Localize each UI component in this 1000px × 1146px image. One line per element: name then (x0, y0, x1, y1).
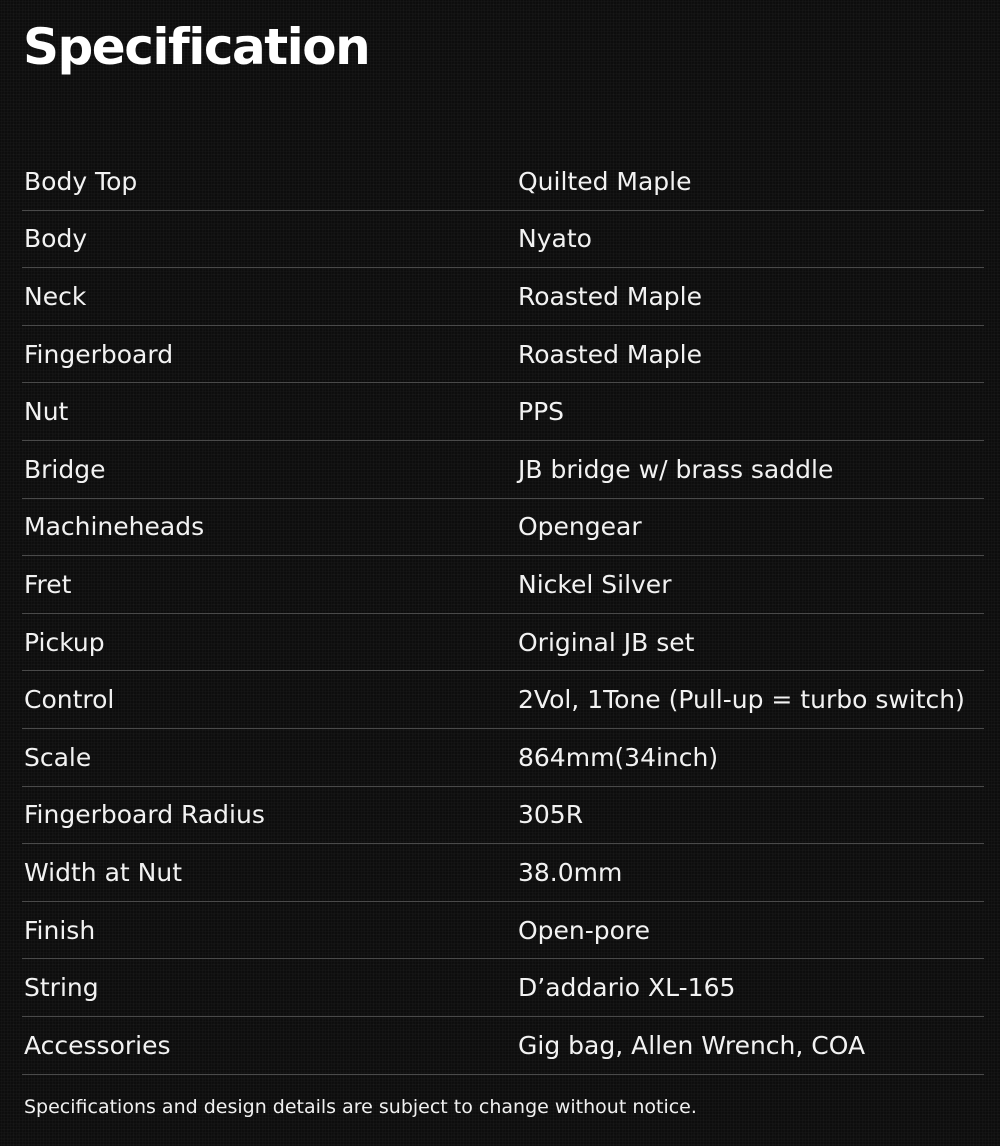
spec-row-string (22, 959, 984, 1017)
spec-value: Nyato (518, 224, 592, 254)
spec-value: 864mm(34inch) (518, 742, 719, 772)
spec-row-body (22, 211, 984, 269)
spec-row-fingerboard (22, 326, 984, 384)
spec-row-accessories (22, 1017, 984, 1075)
spec-value: Nickel Silver (518, 569, 672, 599)
spec-row-finish (22, 902, 984, 960)
page-title: Specification (23, 18, 370, 76)
disclaimer-footnote: Specifications and design details are subject to change without notice. (24, 1096, 697, 1118)
spec-value: JB bridge w/ brass saddle (518, 454, 834, 484)
spec-label: Machineheads (24, 512, 205, 542)
spec-label: Body (24, 224, 88, 254)
spec-value: Gig bag, Allen Wrench, COA (518, 1030, 866, 1060)
spec-value: Quilted Maple (518, 166, 692, 196)
spec-label: Scale (24, 742, 92, 772)
spec-value: 2Vol, 1Tone (Pull-up = turbo switch) (518, 685, 965, 715)
spec-value: PPS (518, 397, 565, 427)
spec-label: Width at Nut (24, 857, 182, 887)
spec-value: Roasted Maple (518, 281, 702, 311)
spec-row-pickup (22, 614, 984, 672)
spec-label: Body Top (24, 166, 138, 196)
spec-value: D’addario XL-165 (518, 973, 736, 1003)
spec-row-machineheads (22, 499, 984, 557)
spec-label: Neck (24, 281, 87, 311)
spec-label: Fingerboard Radius (24, 800, 265, 830)
spec-label: Bridge (24, 454, 106, 484)
spec-table (22, 153, 984, 1075)
spec-row-bridge (22, 441, 984, 499)
spec-value: Open-pore (518, 915, 651, 945)
spec-label: Nut (24, 397, 69, 427)
spec-row-control (22, 671, 984, 729)
spec-label: Fret (24, 569, 72, 599)
spec-label: Finish (24, 915, 96, 945)
spec-value: Opengear (518, 512, 642, 542)
spec-label: Control (24, 685, 115, 715)
spec-row-scale (22, 729, 984, 787)
spec-label: Accessories (24, 1030, 171, 1060)
spec-row-width-at-nut (22, 844, 984, 902)
spec-label: String (24, 973, 99, 1003)
spec-row-nut (22, 383, 984, 441)
spec-row-neck (22, 268, 984, 326)
spec-label: Fingerboard (24, 339, 174, 369)
spec-row-fret (22, 556, 984, 614)
spec-row-body-top (22, 153, 984, 211)
spec-value: Original JB set (518, 627, 695, 657)
spec-value: 305R (518, 800, 584, 830)
spec-value: 38.0mm (518, 857, 623, 887)
spec-row-fingerboard-radius (22, 787, 984, 845)
spec-label: Pickup (24, 627, 105, 657)
spec-value: Roasted Maple (518, 339, 702, 369)
